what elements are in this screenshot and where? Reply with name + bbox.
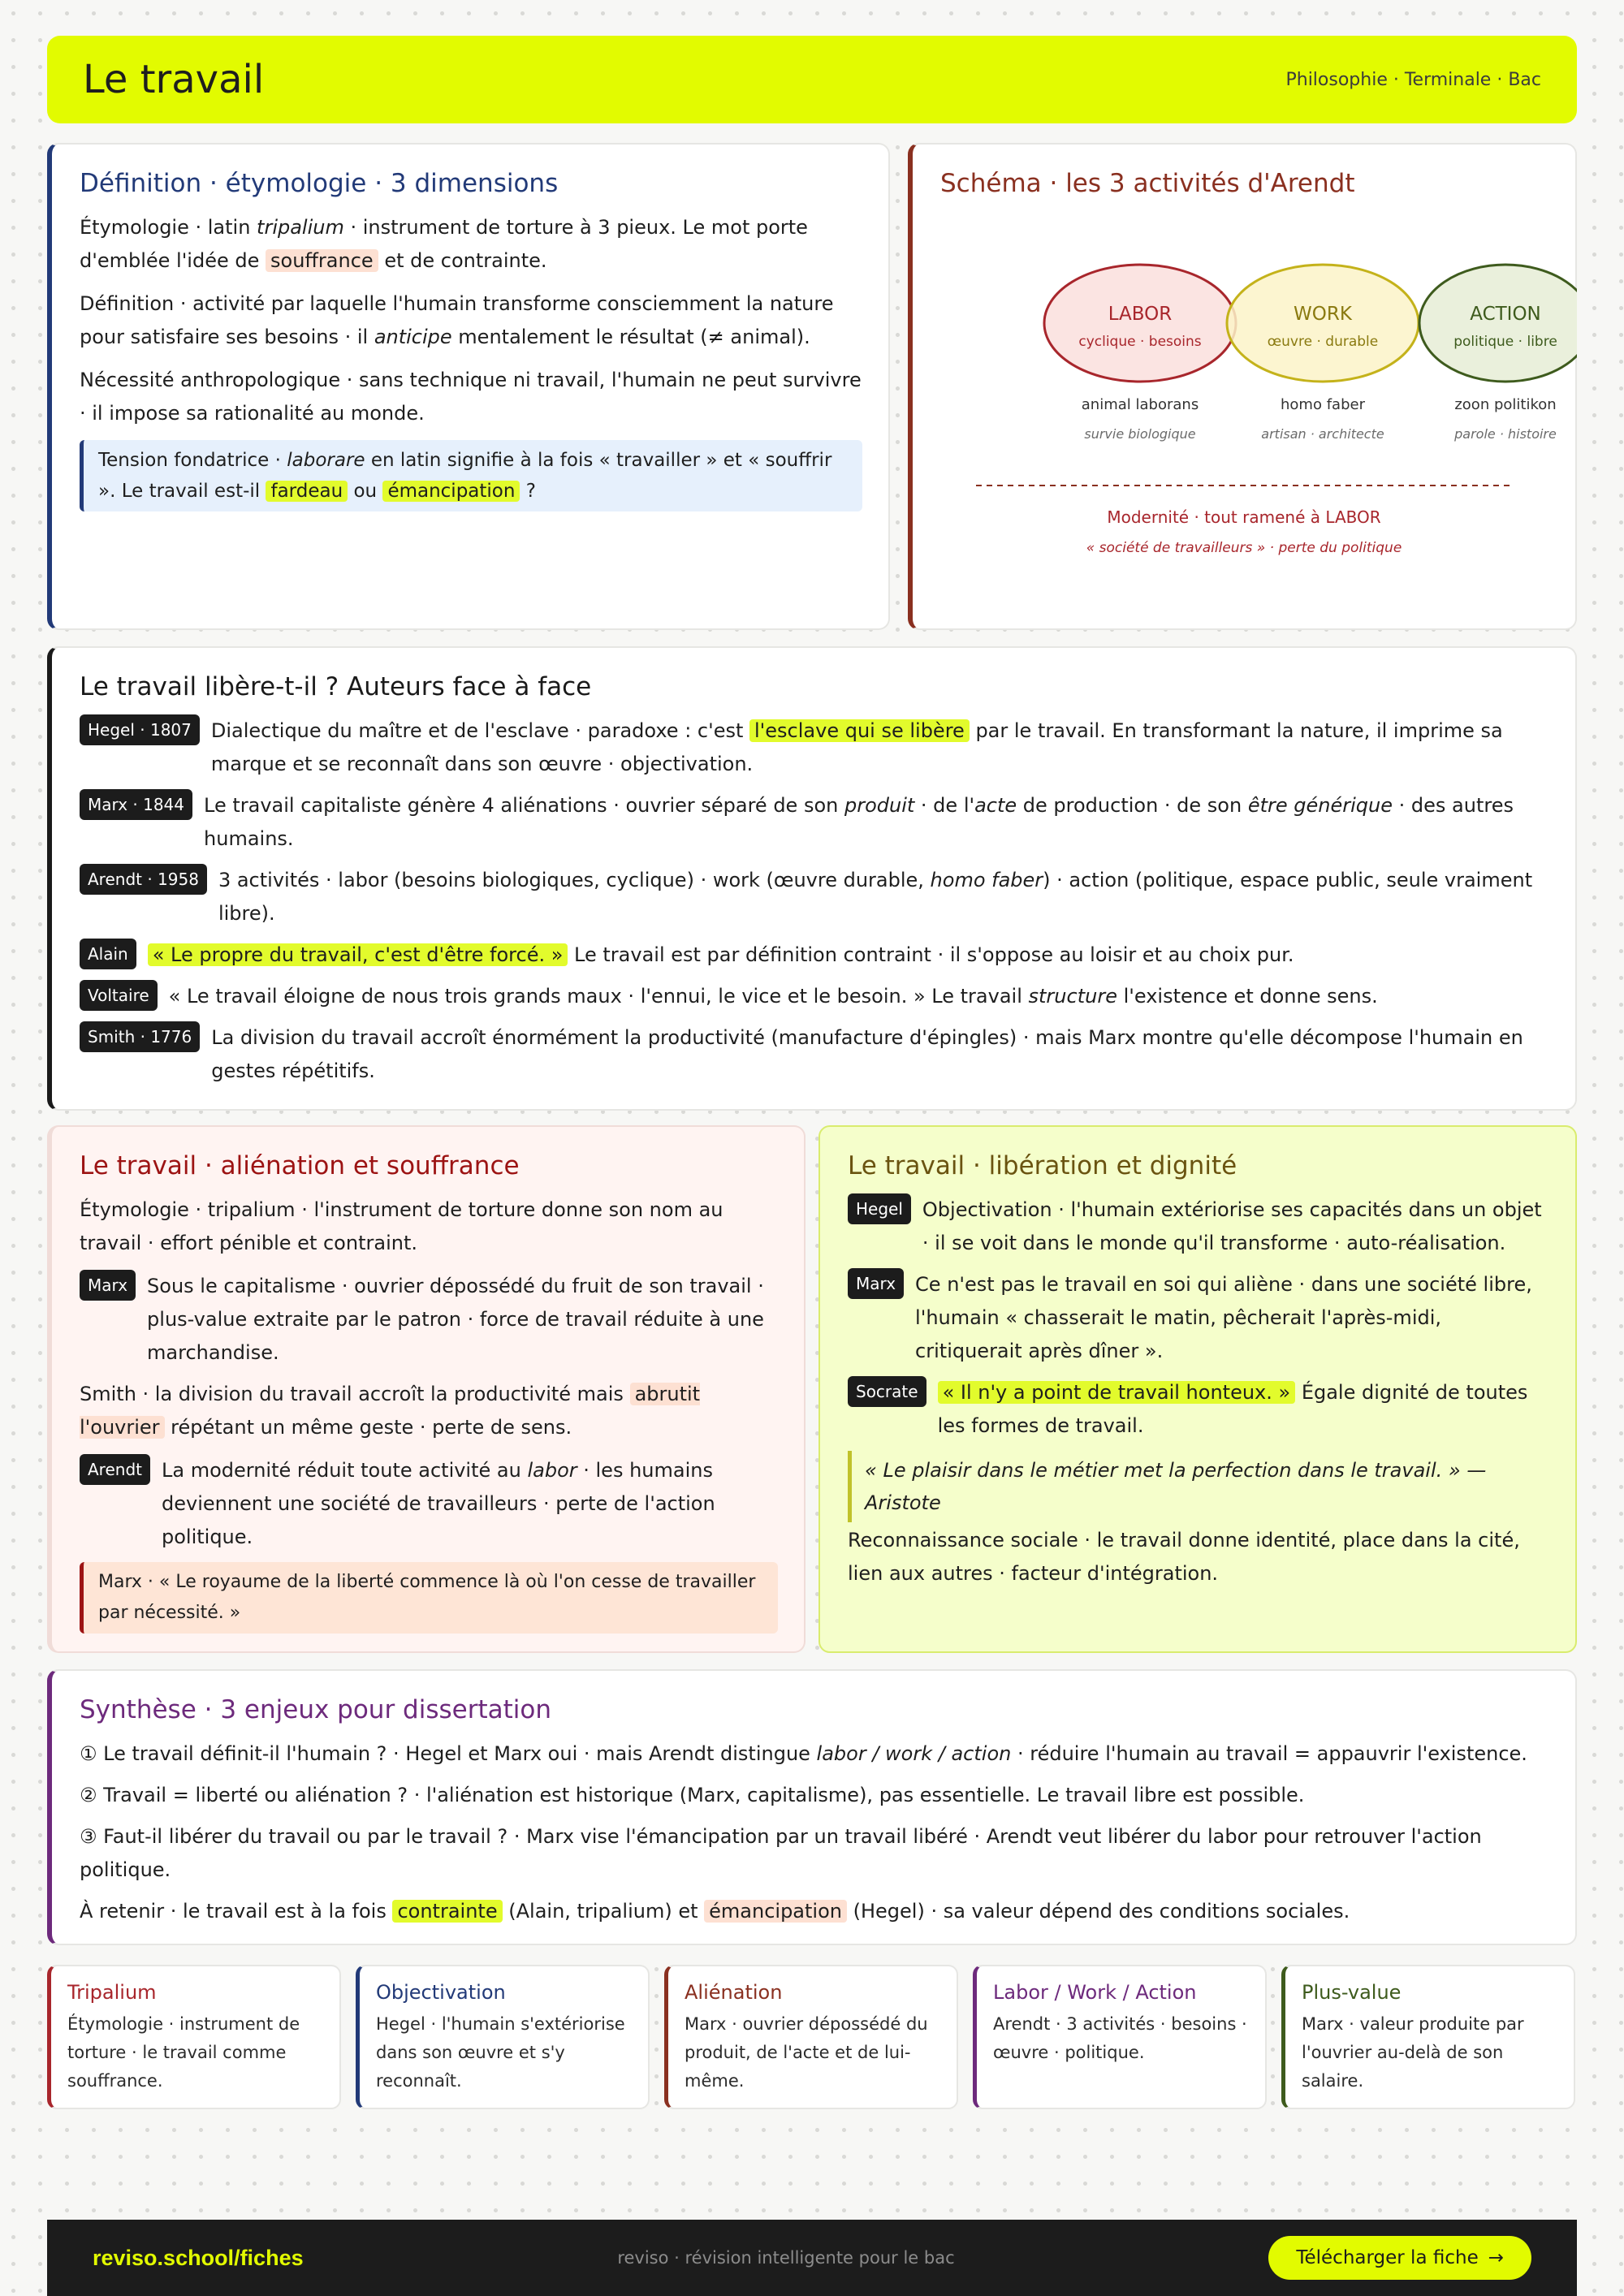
action-name: ACTION xyxy=(1470,304,1541,325)
glossary-card-objectivation xyxy=(356,1965,650,2109)
author-badge: Hegel xyxy=(848,1193,911,1224)
aristote-quote: « Le plaisir dans le métier met la perfection dans le travail. » — Aristote xyxy=(848,1451,1549,1522)
authors-card xyxy=(47,646,1577,1111)
author-badge: Marx · 1844 xyxy=(80,789,192,820)
author-row-marx: Marx · 1844 Le travail capitaliste génère 4 aliénations · ouvrier séparé de son produit · de l'acte de production · de son être générique · des autres humains. xyxy=(80,789,1549,856)
labor-label2: survie biologique xyxy=(1084,426,1196,442)
labor-sub: cyclique · besoins xyxy=(1078,334,1202,350)
action-label: zoon politikon xyxy=(1454,396,1557,413)
glossary-card-alienation xyxy=(664,1965,958,2109)
definition-text: Définition · activité par laquelle l'humain transforme consciemment la nature pour satisfaire ses besoins · il anticipe mentalement le résultat (≠ animal). xyxy=(80,292,834,348)
synthesis-card xyxy=(47,1669,1577,1945)
site-link[interactable]: reviso.school/fiches xyxy=(93,2245,304,2270)
author-badge: Alain xyxy=(80,939,136,969)
footer-tagline: reviso · révision intelligente pour le bac xyxy=(617,2248,955,2268)
glossary-def: Hegel · l'humain s'extériorise dans son œuvre et s'y reconnaît. xyxy=(376,2014,625,2091)
definition-card xyxy=(47,143,890,630)
etymology-text: Étymologie · latin tripalium · instrument de torture à 3 pieux. Le mot porte d'emblée l'idée de souffrance et de contrainte. xyxy=(80,216,808,272)
action-label2: parole · histoire xyxy=(1454,426,1557,442)
synthesis-retenir: À retenir · le travail est à la fois contrainte (Alain, tripalium) et émancipation (Hegel) · sa valeur dépend des conditions sociales. xyxy=(80,1900,1350,1923)
work-label2: artisan · architecte xyxy=(1261,426,1384,442)
author-row-alain: Alain « Le propre du travail, c'est d'être forcé. » Le travail est par définition contraint · il s'oppose au loisir et au choix pur. xyxy=(80,939,1549,972)
synthesis-q2: ② Travail = liberté ou aliénation ? · l'aliénation est historique (Marx, capitalisme), pas essentielle. Le travail libre est possible. xyxy=(80,1784,1305,1806)
arendt-schema-card xyxy=(908,143,1577,630)
glossary-term: Plus-value xyxy=(1302,1981,1402,2004)
download-label: Télécharger la fiche xyxy=(1296,2247,1479,2268)
author-row-smith: Smith · 1776 La division du travail accroît énormément la productivité (manufacture d'épingles) · mais Marx montre qu'elle décompose l'humain en gestes répétitifs. xyxy=(80,1021,1549,1088)
liberation-hegel: Hegel Objectivation · l'humain extériorise ses capacités dans un objet · il se voit dans le monde qu'il transforme · auto-réalisation. xyxy=(848,1193,1549,1260)
author-badge: Arendt · 1958 xyxy=(80,864,207,895)
glossary-def: Marx · valeur produite par l'ouvrier au-delà de son salaire. xyxy=(1302,2014,1524,2091)
glossary-term: Tripalium xyxy=(67,1981,157,2004)
author-badge: Voltaire xyxy=(80,980,158,1011)
subject-tag: Philosophie · Terminale · Bac xyxy=(1285,69,1541,90)
liberation-card xyxy=(818,1125,1577,1653)
author-row-hegel: Hegel · 1807 Dialectique du maître et de l'esclave · paradoxe : c'est l'esclave qui se libère par le travail. En transformant la nature, il imprime sa marque et se reconnaît dans son œuvre · objectivation. xyxy=(80,714,1549,781)
work-sub: œuvre · durable xyxy=(1267,334,1379,350)
download-button[interactable] xyxy=(1268,2236,1531,2280)
footer-bar xyxy=(47,2220,1577,2296)
modernity-line: Modernité · tout ramené à LABOR xyxy=(1107,507,1381,527)
alienation-marx: Marx Sous le capitalisme · ouvrier dépossédé du fruit de son travail · plus-value extraite par le patron · force de travail réduite à une marchandise. xyxy=(80,1270,778,1370)
glossary-term: Aliénation xyxy=(685,1981,783,2004)
authors-title: Le travail libère-t-il ? Auteurs face à face xyxy=(80,672,592,701)
recognition-text: Reconnaissance sociale · le travail donne identité, place dans la cité, lien aux autres · facteur d'intégration. xyxy=(848,1529,1520,1585)
author-badge: Arendt xyxy=(80,1454,150,1485)
work-name: WORK xyxy=(1294,304,1352,325)
glossary-card-labor-work-action xyxy=(973,1965,1267,2109)
alienation-card xyxy=(47,1125,806,1653)
synthesis-title: Synthèse · 3 enjeux pour dissertation xyxy=(80,1695,551,1724)
glossary-def: Étymologie · instrument de torture · le travail comme souffrance. xyxy=(67,2014,300,2091)
glossary-def: Marx · ouvrier dépossédé du produit, de l'acte et de lui-même. xyxy=(685,2014,928,2091)
marx-quote: Marx · « Le royaume de la liberté commence là où l'on cesse de travailler par nécessité. » xyxy=(80,1562,778,1634)
modernity-sub: « société de travailleurs » · perte du politique xyxy=(1086,540,1402,556)
schema-title: Schéma · les 3 activités d'Arendt xyxy=(940,169,1355,198)
author-badge: Hegel · 1807 xyxy=(80,714,200,745)
alienation-arendt: Arendt La modernité réduit toute activité au labor · les humains deviennent une société de travailleurs · perte de l'action politique. xyxy=(80,1454,778,1554)
glossary-term: Labor / Work / Action xyxy=(993,1981,1197,2004)
alienation-smith: Smith · la division du travail accroît la productivité mais abrutit l'ouvrier répétant un même geste · perte de sens. xyxy=(80,1383,701,1439)
definition-title: Définition · étymologie · 3 dimensions xyxy=(80,169,559,198)
necessity-text: Nécessité anthropologique · sans technique ni travail, l'humain ne peut survivre · il impose sa rationalité au monde. xyxy=(80,369,862,425)
glossary-def: Arendt · 3 activités · besoins · œuvre · politique. xyxy=(993,2014,1247,2062)
author-badge: Smith · 1776 xyxy=(80,1021,200,1052)
labor-name: LABOR xyxy=(1108,304,1173,325)
liberation-marx: Marx Ce n'est pas le travail en soi qui aliène · dans une société libre, l'humain « chasserait le matin, pêcherait l'après-midi, critiquerait après dîner ». xyxy=(848,1268,1549,1368)
liberation-title: Le travail · libération et dignité xyxy=(848,1151,1237,1180)
alienation-etym: Étymologie · tripalium · l'instrument de torture donne son nom au travail · effort pénible et contraint. xyxy=(80,1198,723,1254)
page-header xyxy=(47,36,1577,123)
labor-label: animal laborans xyxy=(1081,396,1199,413)
author-badge: Marx xyxy=(80,1270,136,1301)
author-badge: Socrate xyxy=(848,1376,926,1407)
alienation-title: Le travail · aliénation et souffrance xyxy=(80,1151,520,1180)
tension-callout: Tension fondatrice · laborare en latin signifie à la fois « travailler » et « souffrir ». Le travail est-il fardeau ou émancipation ? xyxy=(80,440,862,511)
glossary-term: Objectivation xyxy=(376,1981,506,2004)
synthesis-q1: ① Le travail définit-il l'humain ? · Hegel et Marx oui · mais Arendt distingue labor / work / action · réduire l'humain au travail = appauvrir l'existence. xyxy=(80,1742,1527,1765)
author-row-arendt: Arendt · 1958 3 activités · labor (besoins biologiques, cyclique) · work (œuvre durable, homo faber) · action (politique, espace public, seule vraiment libre). xyxy=(80,864,1549,930)
author-row-voltaire: Voltaire « Le travail éloigne de nous trois grands maux · l'ennui, le vice et le besoin. » Le travail structure l'existence et donne sens. xyxy=(80,980,1549,1013)
arrow-right-icon: → xyxy=(1488,2247,1504,2268)
synthesis-q3: ③ Faut-il libérer du travail ou par le travail ? · Marx vise l'émancipation par un travail libéré · Arendt veut libérer du labor pour retrouver l'action politique. xyxy=(80,1825,1482,1881)
work-label: homo faber xyxy=(1281,396,1365,413)
action-sub: politique · libre xyxy=(1453,334,1557,350)
page-title: Le travail xyxy=(83,57,265,102)
glossary-card-tripalium xyxy=(47,1965,341,2109)
author-badge: Marx xyxy=(848,1268,904,1299)
liberation-socrate: Socrate « Il n'y a point de travail honteux. » Égale dignité de toutes les formes de travail. xyxy=(848,1376,1549,1443)
arendt-diagram xyxy=(913,218,1577,624)
glossary-card-plus-value xyxy=(1281,1965,1575,2109)
